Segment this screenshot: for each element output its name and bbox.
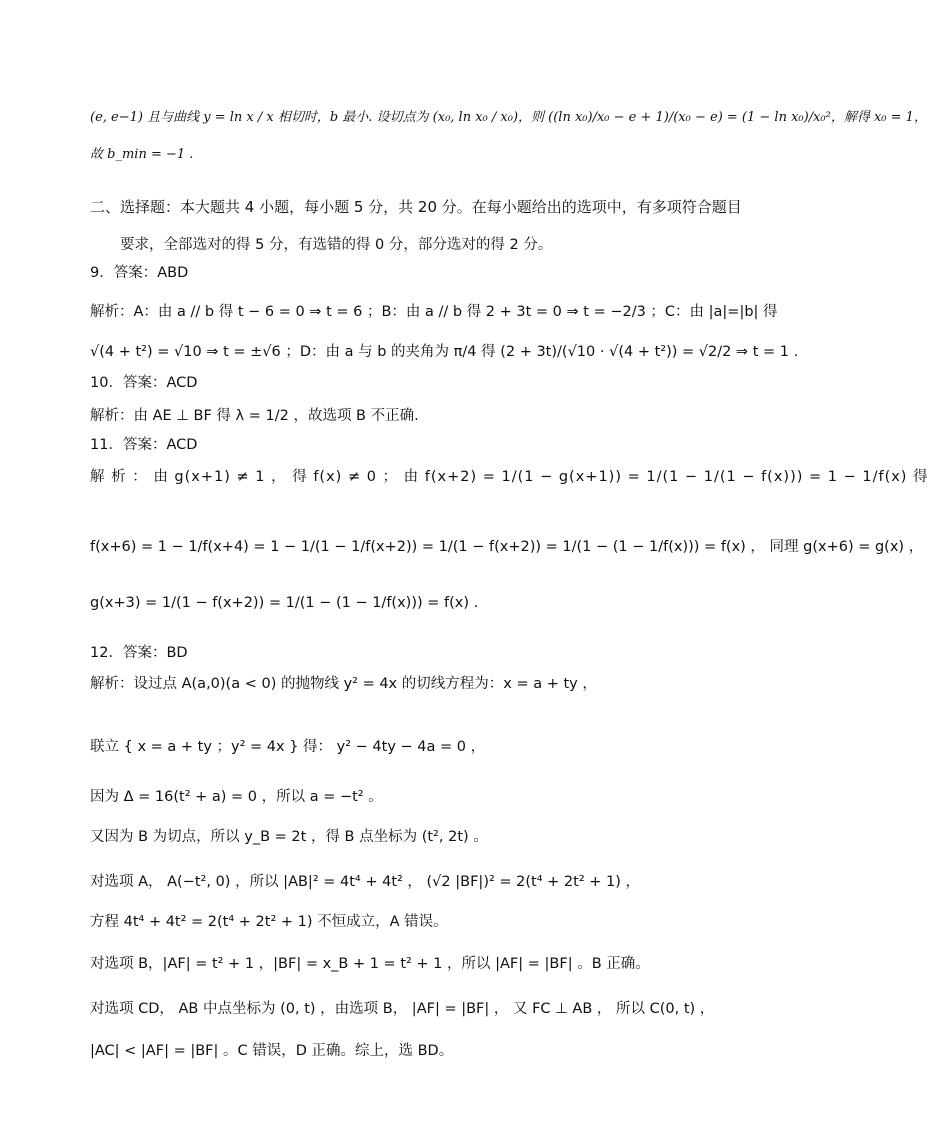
text-line-1: (e, e−1) 且与曲线 y = ln x / x 相切时，b 最小. 设切点为 (x₀, ln x₀ / x₀)，则 ((ln x₀)/x₀ − e + 1)/(x₀ − e) = (1 − ln x₀)/x₀²，解得 x₀ = 1， [90,110,927,125]
answer-11: 11．答案：ACD [90,437,198,453]
answer-12: 12．答案：BD [90,645,188,661]
explanation-9-line-2: √(4 + t²) = √10 ⇒ t = ±√6 ；D：由 a 与 b 的夹角为 π/4 得 (2 + 3t)/(√10 · √(4 + t²)) = √2/2 ⇒ t = 1 . [90,344,799,360]
explanation-12-line-6: 方程 4t⁴ + 4t² = 2(t⁴ + 2t² + 1) 不恒成立，A 错误。 [90,914,448,930]
explanation-11-line-2: f(x+6) = 1 − 1/f(x+4) = 1 − 1/(1 − 1/f(x+2)) = 1/(1 − f(x+2)) = 1/(1 − (1 − 1/f(x))) = f(x) ， 同理 g(x+6) = g(x) ， [90,539,924,555]
section-heading: 二、选择题：本大题共 4 小题，每小题 5 分，共 20 分。在每小题给出的选项中，有多项符合题目 [90,198,742,216]
explanation-12-line-8: 对选项 CD， AB 中点坐标为 (0, t) ，由选项 B， |AF| = |BF| ， 又 FC ⊥ AB ， 所以 C(0, t) ， [90,1001,715,1017]
explanation-12-line-9: |AC| < |AF| = |BF| 。C 错误，D 正确。综上，选 BD。 [90,1043,454,1059]
explanation-9-line-1: 解析：A：由 a // b 得 t − 6 = 0 ⇒ t = 6 ；B：由 a // b 得 2 + 3t = 0 ⇒ t = −2/3 ；C：由 |a|=|b| 得 [90,304,778,320]
explanation-12-line-1: 解析：设过点 A(a,0)(a < 0) 的抛物线 y² = 4x 的切线方程为：x = a + ty ， [90,676,597,692]
explanation-11-line-3: g(x+3) = 1/(1 − f(x+2)) = 1/(1 − (1 − 1/f(x))) = f(x) . [90,595,479,611]
explanation-12-line-4: 又因为 B 为切点，所以 y_B = 2t ，得 B 点坐标为 (t², 2t) 。 [90,829,488,845]
explanation-12-line-2: 联立 { x = a + ty ；y² = 4x } 得： y² − 4ty − 4a = 0 ， [90,739,486,755]
answer-10: 10．答案：ACD [90,375,198,391]
explanation-12-line-5: 对选项 A， A(−t², 0) ，所以 |AB|² = 4t⁴ + 4t² ， (√2 |BF|)² = 2(t⁴ + 2t² + 1) ， [90,874,640,890]
text-line-2: 故 b_min = −1 . [90,147,194,162]
section-heading-continued: 要求，全部选对的得 5 分，有选错的得 0 分，部分选对的得 2 分。 [120,237,553,253]
explanation-11-line-1: 解 析 ： 由 g(x+1) ≠ 1 ， 得 f(x) ≠ 0 ； 由 f(x+2) = 1/(1 − g(x+1)) = 1/(1 − 1/(1 − f(x))) = 1 − 1/f(x) 得 [90,469,929,485]
explanation-12-line-7: 对选项 B，|AF| = t² + 1 ，|BF| = x_B + 1 = t² + 1 ，所以 |AF| = |BF| 。B 正确。 [90,956,650,972]
explanation-12-line-3: 因为 Δ = 16(t² + a) = 0 ，所以 a = −t² 。 [90,789,383,805]
explanation-10: 解析：由 AE ⊥ BF 得 λ = 1/2 ，故选项 B 不正确. [90,408,419,424]
answer-9: 9．答案：ABD [90,265,189,281]
